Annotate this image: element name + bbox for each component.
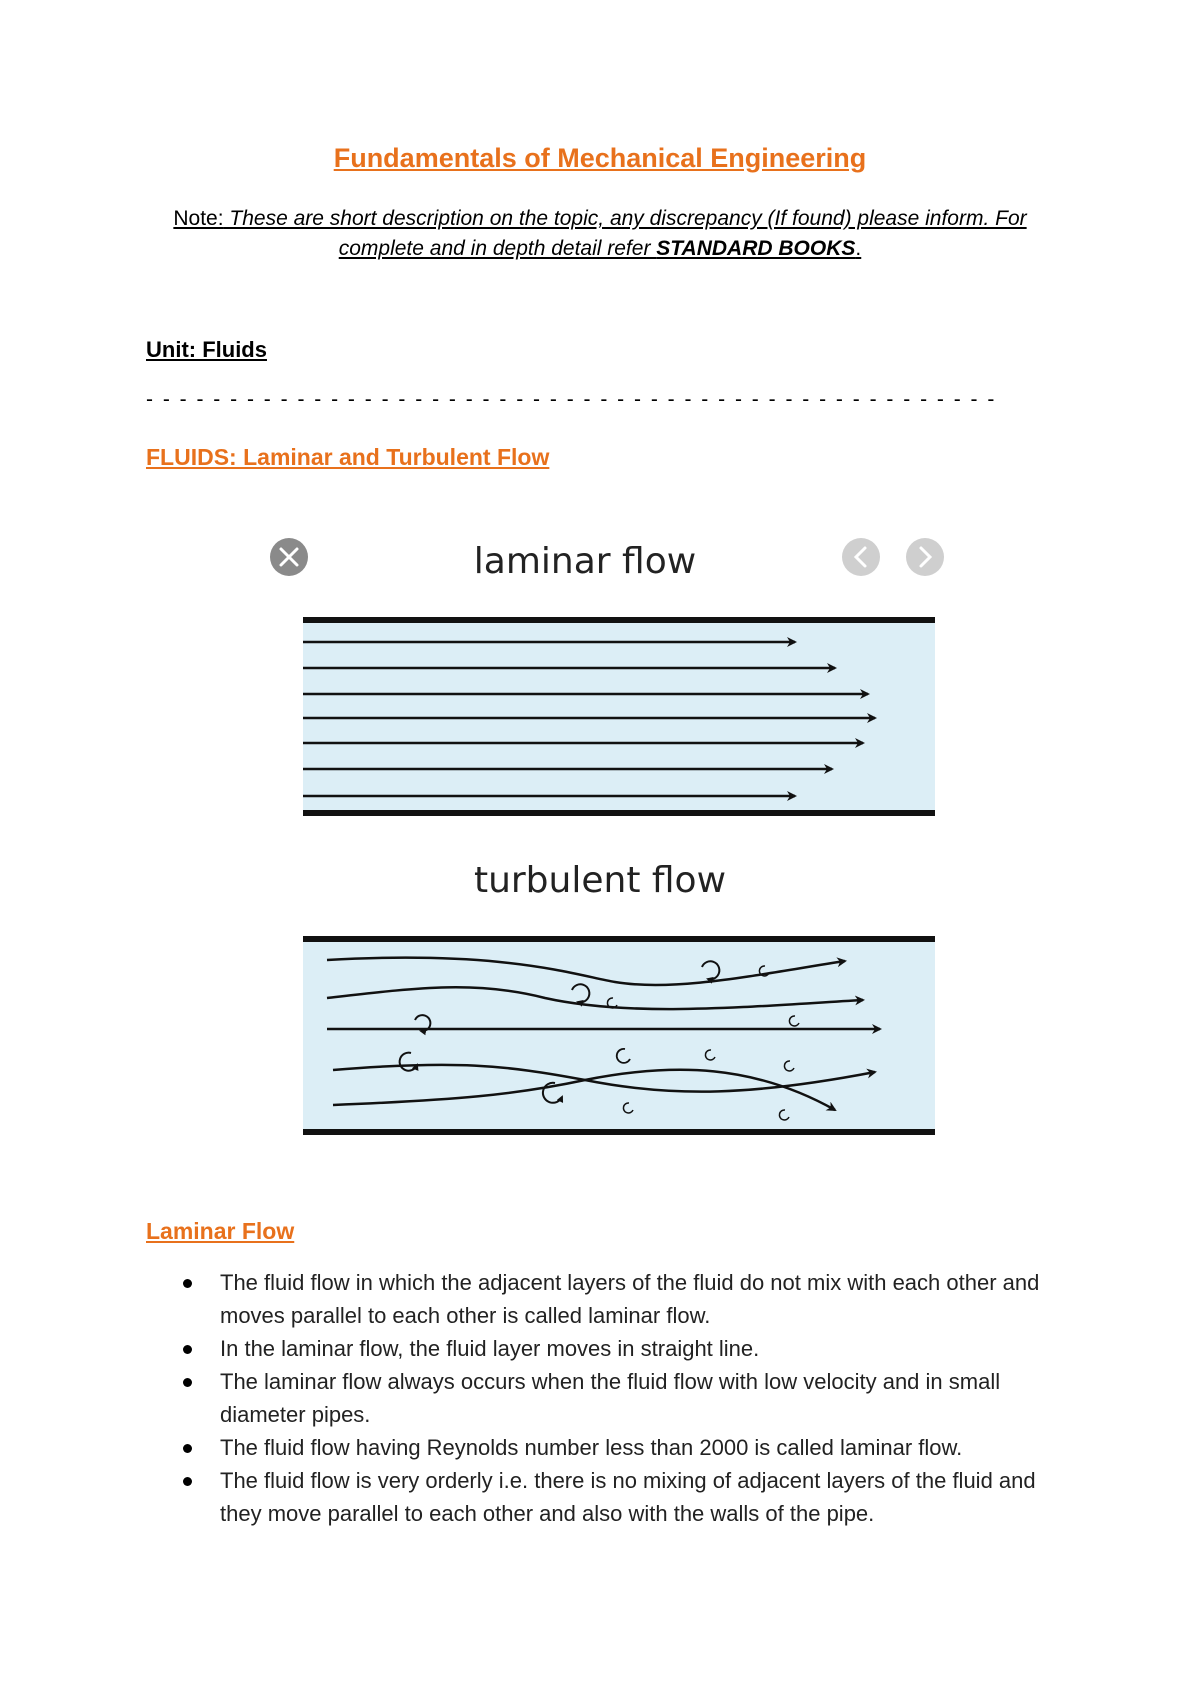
list-item: The fluid flow is very orderly i.e. there is no mixing of adjacent layers of the fluid and they move parallel to each other and also with the walls of the pipe. [175,1464,1075,1530]
separator-line: - - - - - - - - - - - - - - - - - - - - - - - - - - - - - - - - - - - - - - - - - - - - - - - - - - - [146,388,997,411]
section-title: FLUIDS: Laminar and Turbulent Flow [146,444,550,470]
note-text: These are short description on the topic, any discrepancy (If found) please inform. For complete and in depth detail refer [223,207,1027,260]
list-item: The fluid flow in which the adjacent layers of the fluid do not mix with each other and moves parallel to each other is called laminar flow. [175,1266,1075,1332]
note [140,204,1060,264]
chevron-right-icon[interactable] [906,538,944,576]
laminar-flow-label: laminar flow [473,541,697,582]
laminar-heading: Laminar Flow [146,1218,295,1244]
close-icon[interactable] [270,538,308,576]
note-end: . [855,237,862,260]
turbulent-pipe [303,939,935,1132]
unit-heading: Unit: Fluids [146,337,267,362]
list-item: The laminar flow always occurs when the fluid flow with low velocity and in small diameter pipes. [175,1365,1075,1431]
chevron-left-icon[interactable] [842,538,880,576]
page-title: Fundamentals of Mechanical Engineering [333,143,867,173]
note-label: Note: [173,207,224,230]
flow-figure [255,520,955,1140]
turbulent-flow-label: turbulent flow [473,860,727,901]
laminar-pipe [303,620,935,813]
laminar-bullets [175,1266,1075,1530]
list-item: In the laminar flow, the fluid layer moves in straight line. [175,1332,1075,1365]
note-bold: STANDARD BOOKS [656,237,856,260]
list-item: The fluid flow having Reynolds number less than 2000 is called laminar flow. [175,1431,1075,1464]
